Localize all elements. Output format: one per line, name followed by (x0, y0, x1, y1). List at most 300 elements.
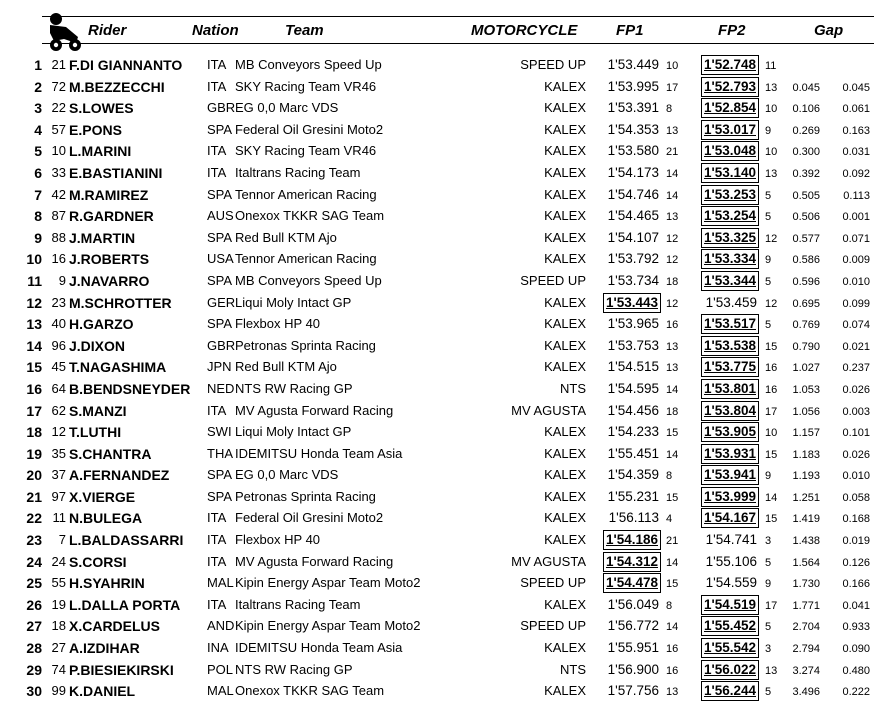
fp2-lap: 9 (765, 254, 772, 267)
gap-to-leader: 1.157 (792, 427, 820, 440)
nation: AUS (207, 208, 234, 224)
rider-name: J.ROBERTS (69, 251, 150, 268)
rider-name: H.SYAHRIN (69, 575, 145, 592)
table-row (0, 615, 880, 637)
nation: SPA (207, 488, 233, 504)
col-rider: Rider (88, 22, 127, 39)
position: 10 (26, 251, 42, 268)
nation: NED (207, 380, 235, 396)
fp2-time: 1'53.775 (701, 357, 759, 377)
fp1-lap: 13 (666, 686, 679, 699)
motorcycle: KALEX (544, 121, 586, 137)
motorcycle: SPEED UP (520, 575, 586, 591)
motorcycle: SPEED UP (520, 57, 586, 72)
gap-to-previous: 0.010 (842, 275, 870, 288)
fp1-lap: 8 (666, 599, 673, 612)
fp2-lap: 10 (765, 427, 778, 440)
nation: ITA (207, 143, 227, 159)
motorcycle: KALEX (544, 316, 586, 332)
nation: ITA (207, 596, 227, 612)
fp2-lap: 5 (765, 275, 772, 288)
bike-number: 11 (52, 510, 66, 526)
fp2-lap: 15 (765, 448, 778, 461)
nation: SPA (207, 186, 233, 202)
nation: ITA (207, 78, 227, 94)
nation: MAL (207, 683, 234, 699)
fp2-lap: 15 (765, 340, 778, 353)
motorcycle: KALEX (544, 424, 586, 440)
table-row (0, 378, 880, 400)
motorcycle: KALEX (544, 229, 586, 245)
position: 2 (34, 78, 42, 95)
gap-to-leader: 1.771 (792, 599, 820, 612)
rider-name: T.LUTHI (69, 424, 122, 441)
fp1-time: 1'54.478 (603, 573, 661, 593)
fp2-time: 1'53.140 (701, 163, 759, 183)
position: 29 (26, 661, 42, 678)
team-name: IDEMITSU Honda Team Asia (235, 445, 403, 461)
gap-to-previous: 0.113 (843, 189, 870, 202)
bike-number: 97 (51, 488, 66, 504)
fp1-time: 1'54.312 (603, 552, 661, 572)
gap-to-previous: 0.045 (842, 81, 870, 94)
team-name: EG 0,0 Marc VDS (235, 467, 339, 483)
rider-name: N.BULEGA (69, 510, 143, 527)
rider-name: X.VIERGE (69, 488, 136, 505)
fp2-time: 1'53.517 (701, 314, 759, 334)
position: 9 (34, 229, 42, 246)
rider-name: T.NAGASHIMA (69, 359, 167, 376)
table-row (0, 205, 880, 227)
col-fp2: FP2 (718, 22, 746, 39)
team-name: Federal Oil Gresini Moto2 (235, 121, 384, 137)
table-row (0, 162, 880, 184)
gap-to-leader: 1.056 (792, 405, 820, 418)
gap-to-previous: 0.480 (842, 664, 870, 677)
motorcycle: KALEX (544, 337, 586, 353)
team-name: Kipin Energy Aspar Team Moto2 (235, 575, 421, 591)
fp1-time: 1'53.449 (607, 57, 659, 72)
fp2-lap: 15 (765, 513, 778, 526)
gap-to-previous: 0.099 (842, 297, 870, 310)
bike-number: 24 (51, 553, 66, 569)
fp2-time: 1'54.167 (701, 508, 759, 528)
nation: GER (207, 294, 236, 310)
bike-number: 55 (51, 575, 66, 591)
motorcycle: KALEX (544, 640, 586, 656)
gap-to-leader: 0.769 (792, 319, 820, 332)
motorcycle-rider-icon (44, 11, 84, 53)
gap-to-leader: 1.730 (792, 578, 820, 591)
fp2-lap: 9 (765, 124, 772, 137)
motorcycle: KALEX (544, 683, 586, 699)
position: 20 (26, 467, 42, 484)
gap-to-previous: 0.074 (842, 319, 870, 332)
motorcycle: KALEX (544, 78, 586, 94)
results-table (0, 54, 880, 702)
fp1-time: 1'55.951 (607, 640, 659, 656)
position: 14 (26, 337, 42, 354)
bike-number: 99 (51, 683, 66, 699)
fp1-lap: 16 (666, 643, 679, 656)
nation: SPA (207, 121, 233, 137)
team-name: Tennor American Racing (235, 251, 377, 267)
team-name: SKY Racing Team VR46 (235, 143, 377, 159)
table-row (0, 292, 880, 314)
gap-to-previous: 0.026 (842, 383, 870, 396)
fp1-time: 1'54.173 (607, 164, 659, 180)
motorcycle: NTS (560, 661, 586, 677)
nation: ITA (207, 57, 227, 72)
nation: SPA (207, 467, 233, 483)
fp1-time: 1'55.451 (607, 445, 659, 461)
motorcycle: KALEX (544, 186, 586, 202)
fp2-lap: 3 (765, 535, 772, 548)
fp2-lap: 17 (765, 599, 778, 612)
rider-name: E.BASTIANINI (69, 164, 163, 181)
position: 26 (26, 596, 42, 613)
bike-number: 19 (51, 596, 66, 612)
table-row (0, 507, 880, 529)
team-name: Italtrans Racing Team (235, 164, 361, 180)
motorcycle: MV AGUSTA (511, 402, 586, 418)
position: 19 (26, 445, 42, 462)
position: 4 (34, 121, 42, 138)
team-name: Tennor American Racing (235, 186, 377, 202)
team-name: MB Conveyors Speed Up (235, 272, 382, 288)
gap-to-previous: 0.090 (842, 643, 870, 656)
motorcycle: KALEX (544, 208, 586, 224)
rider-name: X.CARDELUS (69, 618, 161, 635)
gap-to-previous: 0.933 (842, 621, 870, 634)
fp1-lap: 13 (666, 211, 679, 224)
gap-to-previous: 0.031 (842, 146, 870, 159)
gap-to-leader: 0.596 (792, 275, 820, 288)
rider-name: J.DIXON (69, 337, 126, 354)
gap-to-leader: 0.106 (792, 103, 820, 116)
fp1-time: 1'54.186 (603, 530, 661, 550)
nation: AND (207, 618, 235, 634)
fp1-lap: 13 (666, 340, 679, 353)
team-name: Onexox TKKR SAG Team (235, 683, 385, 699)
col-motorcycle: MOTORCYCLE (471, 22, 578, 39)
nation: JPN (207, 359, 232, 375)
position: 23 (26, 532, 42, 549)
position: 1 (34, 57, 42, 73)
gap-to-previous: 0.163 (842, 124, 870, 137)
gap-to-leader: 3.274 (792, 664, 820, 677)
team-name: NTS RW Racing GP (235, 380, 353, 396)
position: 8 (34, 208, 42, 225)
gap-to-leader: 1.251 (792, 491, 820, 504)
fp2-time: 1'53.801 (701, 379, 759, 399)
fp1-time: 1'55.231 (607, 488, 659, 504)
fp1-lap: 13 (666, 362, 679, 375)
fp1-time: 1'54.353 (607, 121, 659, 137)
fp1-lap: 15 (666, 427, 679, 440)
gap-to-leader: 1.419 (792, 513, 820, 526)
rider-name: B.BENDSNEYDER (69, 380, 191, 397)
fp1-time: 1'53.580 (607, 143, 659, 159)
bike-number: 23 (51, 294, 66, 310)
fp2-time: 1'55.542 (701, 638, 759, 658)
fp1-lap: 21 (666, 146, 679, 159)
fp2-time: 1'53.325 (701, 228, 759, 248)
position: 13 (26, 316, 42, 333)
bike-number: 37 (51, 467, 66, 483)
fp1-lap: 14 (666, 448, 679, 461)
position: 17 (26, 402, 42, 419)
table-row (0, 637, 880, 659)
col-nation: Nation (192, 22, 239, 39)
gap-to-previous: 0.041 (842, 599, 870, 612)
fp1-time: 1'53.965 (607, 316, 659, 332)
fp1-lap: 13 (666, 124, 679, 137)
team-name: Red Bull KTM Ajo (235, 229, 337, 245)
position: 6 (34, 164, 42, 181)
header-rule-bottom (42, 43, 874, 44)
fp2-lap: 13 (765, 664, 778, 677)
position: 12 (26, 294, 42, 311)
fp2-time: 1'54.559 (705, 575, 757, 591)
bike-number: 42 (51, 186, 66, 202)
gap-to-leader: 1.027 (792, 362, 820, 375)
fp2-lap: 3 (765, 643, 772, 656)
fp2-time: 1'53.254 (701, 206, 759, 226)
gap-to-leader: 3.496 (792, 686, 820, 699)
fp2-time: 1'54.741 (705, 532, 757, 548)
fp2-time: 1'53.999 (701, 487, 759, 507)
col-gap: Gap (814, 22, 844, 39)
gap-to-previous: 0.026 (842, 448, 870, 461)
bike-number: 45 (51, 359, 66, 375)
team-name: IDEMITSU Honda Team Asia (235, 640, 403, 656)
fp1-lap: 14 (666, 167, 679, 180)
rider-name: M.RAMIREZ (69, 186, 149, 203)
rider-name: H.GARZO (69, 316, 134, 333)
bike-number: 21 (51, 57, 66, 72)
position: 5 (34, 143, 42, 160)
fp1-lap: 14 (666, 189, 679, 202)
motorcycle: NTS (560, 380, 586, 396)
table-row (0, 270, 880, 292)
gap-to-previous: 0.010 (842, 470, 870, 483)
team-name: Petronas Sprinta Racing (235, 488, 376, 504)
rider-name: A.FERNANDEZ (69, 467, 170, 484)
fp1-lap: 21 (666, 535, 679, 548)
table-row (0, 594, 880, 616)
fp2-time: 1'53.459 (705, 294, 757, 310)
fp1-time: 1'54.595 (607, 380, 659, 396)
fp1-time: 1'53.443 (603, 293, 661, 313)
fp2-lap: 13 (765, 167, 778, 180)
fp2-lap: 10 (765, 103, 778, 116)
gap-to-previous: 0.101 (842, 427, 870, 440)
position: 18 (26, 424, 42, 441)
table-row (0, 248, 880, 270)
motorcycle: KALEX (544, 467, 586, 483)
motorcycle: KALEX (544, 532, 586, 548)
col-team: Team (285, 22, 324, 39)
team-name: Flexbox HP 40 (235, 532, 321, 548)
bike-number: 33 (51, 164, 66, 180)
gap-to-leader: 0.506 (792, 211, 820, 224)
fp2-time: 1'53.905 (701, 422, 759, 442)
gap-to-previous: 0.021 (842, 340, 870, 353)
table-row (0, 443, 880, 465)
rider-name: L.MARINI (69, 143, 132, 160)
rider-name: K.DANIEL (69, 683, 136, 700)
fp1-time: 1'54.107 (607, 229, 659, 245)
table-row (0, 356, 880, 378)
bike-number: 57 (51, 121, 66, 137)
nation: ITA (207, 553, 227, 569)
motorcycle: KALEX (544, 596, 586, 612)
position: 27 (26, 618, 42, 635)
position: 21 (26, 488, 42, 505)
table-row (0, 119, 880, 141)
gap-to-leader: 1.193 (792, 470, 820, 483)
nation: ITA (207, 510, 227, 526)
gap-to-previous: 0.166 (842, 578, 870, 591)
motorcycle: KALEX (544, 100, 586, 116)
gap-to-previous: 0.222 (842, 686, 870, 699)
fp1-lap: 14 (666, 556, 679, 569)
motorcycle: MV AGUSTA (511, 553, 586, 569)
gap-to-leader: 0.269 (792, 124, 820, 137)
nation: USA (207, 251, 234, 267)
position: 11 (27, 272, 42, 289)
bike-number: 9 (58, 272, 66, 288)
gap-to-previous: 0.071 (842, 232, 870, 245)
col-fp1: FP1 (616, 22, 644, 39)
nation: THA (207, 445, 233, 461)
rider-name: R.GARDNER (69, 208, 154, 225)
gap-to-previous: 0.168 (842, 513, 870, 526)
nation: ITA (207, 164, 227, 180)
table-row (0, 140, 880, 162)
fp2-lap: 9 (765, 578, 772, 591)
fp2-time: 1'54.519 (701, 595, 759, 615)
fp1-time: 1'54.233 (607, 424, 659, 440)
fp1-lap: 14 (666, 621, 679, 634)
team-name: Onexox TKKR SAG Team (235, 208, 385, 224)
fp1-time: 1'54.746 (607, 186, 659, 202)
team-name: NTS RW Racing GP (235, 661, 353, 677)
table-row (0, 227, 880, 249)
fp1-lap: 4 (666, 513, 673, 526)
nation: MAL (207, 575, 234, 591)
fp2-time: 1'53.048 (701, 141, 759, 161)
table-row (0, 659, 880, 681)
position: 3 (34, 100, 42, 117)
table-header (0, 0, 880, 48)
table-row (0, 680, 880, 702)
fp1-time: 1'57.756 (607, 683, 659, 699)
rider-name: M.SCHROTTER (69, 294, 172, 311)
rider-name: A.IZDIHAR (69, 640, 140, 657)
nation: SPA (207, 229, 233, 245)
team-name: Petronas Sprinta Racing (235, 337, 376, 353)
fp1-time: 1'53.995 (607, 78, 659, 94)
fp1-time: 1'53.792 (607, 251, 659, 267)
motorcycle: KALEX (544, 359, 586, 375)
fp2-lap: 5 (765, 556, 772, 569)
bike-number: 72 (51, 78, 66, 94)
fp2-lap: 5 (765, 189, 772, 202)
bike-number: 64 (51, 380, 66, 396)
gap-to-previous: 0.061 (842, 103, 870, 116)
rider-name: S.MANZI (69, 402, 127, 419)
fp2-time: 1'53.344 (701, 271, 759, 291)
gap-to-leader: 2.704 (792, 621, 820, 634)
table-row (0, 313, 880, 335)
bike-number: 40 (51, 316, 66, 332)
team-name: Red Bull KTM Ajo (235, 359, 337, 375)
bike-number: 74 (51, 661, 66, 677)
team-name: Italtrans Racing Team (235, 596, 361, 612)
nation: POL (207, 661, 234, 677)
gap-to-leader: 0.045 (792, 81, 820, 94)
fp1-lap: 8 (666, 470, 673, 483)
table-row (0, 551, 880, 573)
rider-name: J.NAVARRO (69, 272, 150, 289)
bike-number: 27 (51, 640, 66, 656)
fp1-lap: 15 (666, 578, 679, 591)
fp1-time: 1'56.049 (607, 596, 659, 612)
team-name: Liqui Moly Intact GP (235, 294, 352, 310)
fp1-time: 1'56.113 (608, 510, 659, 526)
gap-to-previous: 0.126 (842, 556, 870, 569)
table-row (0, 184, 880, 206)
motorcycle: KALEX (544, 143, 586, 159)
fp2-lap: 5 (765, 211, 772, 224)
fp2-lap: 9 (765, 470, 772, 483)
team-name: Liqui Moly Intact GP (235, 424, 352, 440)
bike-number: 10 (51, 143, 66, 159)
fp2-lap: 5 (765, 319, 772, 332)
fp1-lap: 10 (666, 60, 679, 72)
team-name: MB Conveyors Speed Up (235, 57, 382, 72)
gap-to-previous: 0.058 (842, 491, 870, 504)
fp2-lap: 14 (765, 491, 778, 504)
table-row (0, 400, 880, 422)
header-rule-top (42, 16, 874, 17)
gap-to-leader: 0.392 (792, 167, 820, 180)
fp1-time: 1'53.753 (607, 337, 659, 353)
fp1-time: 1'56.900 (607, 661, 659, 677)
nation: INA (207, 640, 229, 656)
rider-name: L.BALDASSARRI (69, 532, 184, 549)
rider-name: S.CORSI (69, 553, 127, 570)
fp1-lap: 15 (666, 491, 679, 504)
fp2-time: 1'52.748 (701, 55, 759, 75)
fp2-time: 1'53.941 (701, 465, 759, 485)
rider-name: J.MARTIN (69, 229, 136, 246)
table-row (0, 572, 880, 594)
fp1-time: 1'54.465 (607, 208, 659, 224)
gap-to-previous: 0.009 (842, 254, 870, 267)
fp1-time: 1'54.456 (607, 402, 659, 418)
fp2-time: 1'53.017 (701, 120, 759, 140)
motorcycle: KALEX (544, 445, 586, 461)
bike-number: 96 (51, 337, 66, 353)
position: 30 (26, 683, 42, 700)
team-name: MV Agusta Forward Racing (235, 553, 394, 569)
gap-to-leader: 1.564 (792, 556, 820, 569)
motorcycle: KALEX (544, 164, 586, 180)
table-row (0, 421, 880, 443)
